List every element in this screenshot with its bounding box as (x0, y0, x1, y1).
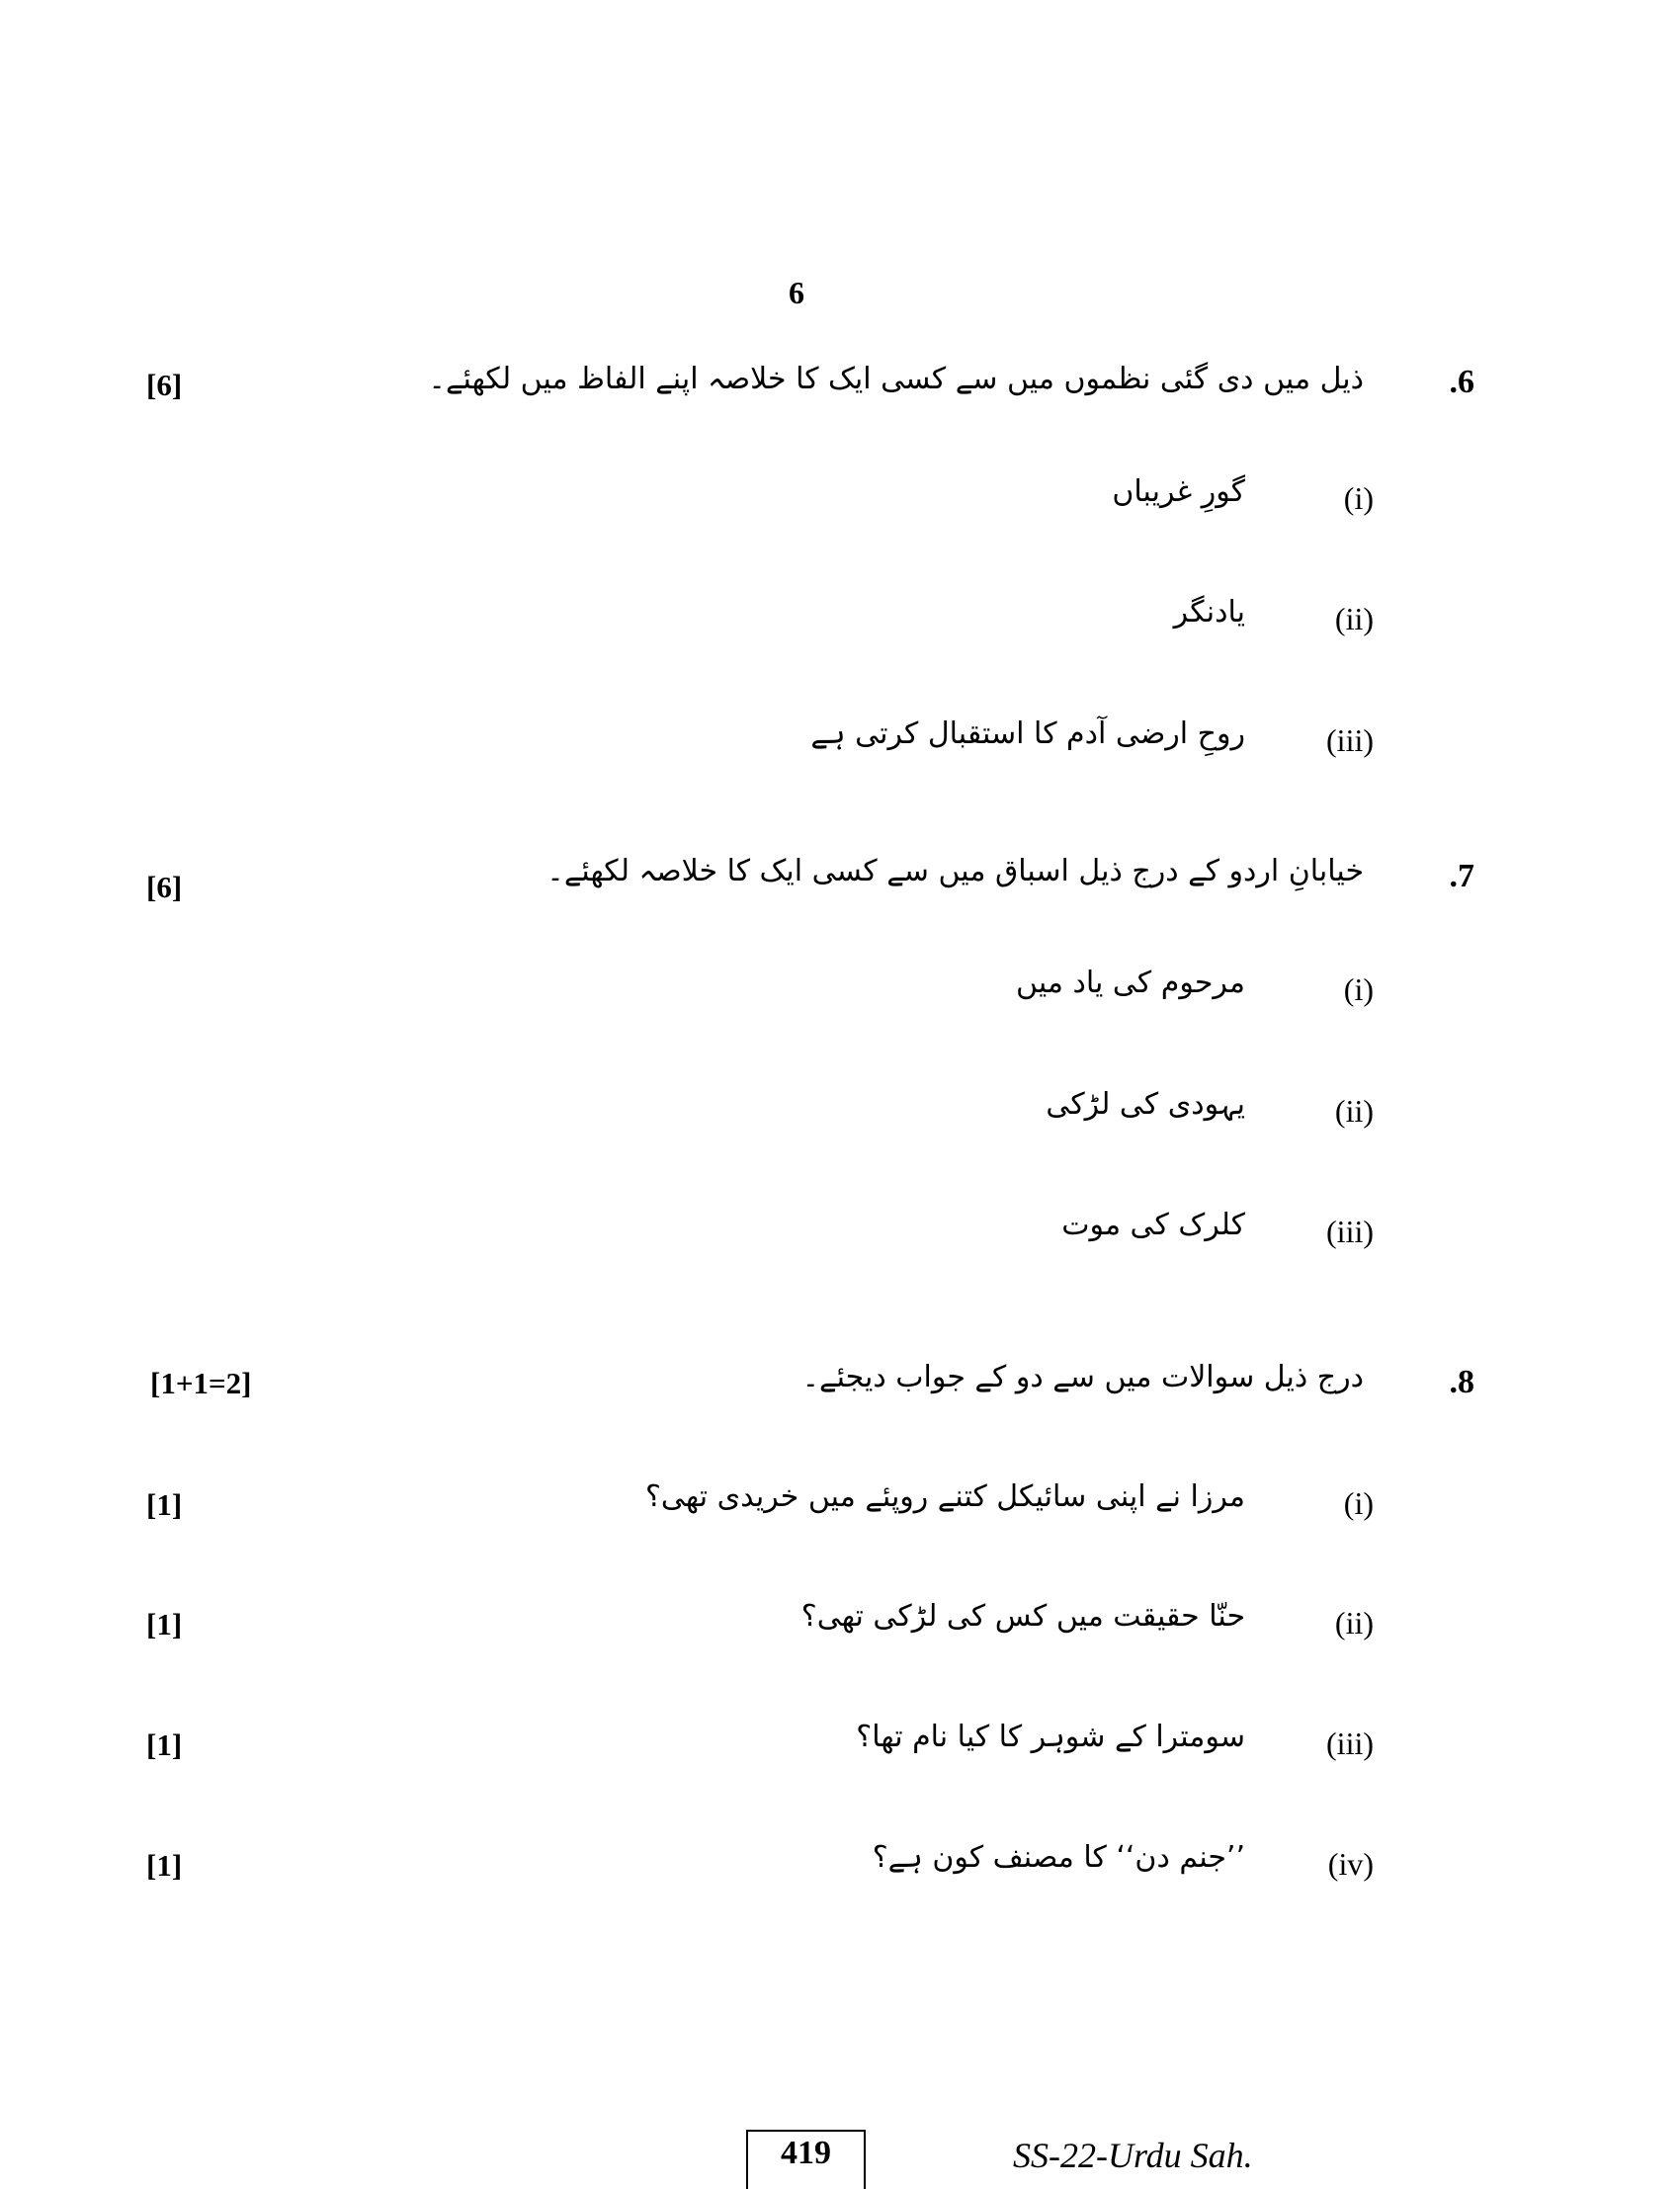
option-label: (i) (1343, 971, 1374, 1007)
option-marks: [1] (146, 1848, 183, 1883)
option-label: (ii) (1334, 1605, 1374, 1641)
option-marks: [1] (146, 1727, 183, 1762)
option-label: (i) (1343, 480, 1374, 516)
option-text: کلرک کی موت (1061, 1208, 1245, 1242)
option-label: (iii) (1326, 1214, 1374, 1249)
question-number: .8 (1449, 1364, 1474, 1400)
option-label: (i) (1343, 1485, 1374, 1521)
option-label: (iv) (1327, 1846, 1374, 1882)
question-text: درج ذیل سوالات میں سے دو کے جواب دیجئے۔ (801, 1360, 1364, 1394)
option-label: (iii) (1326, 722, 1374, 758)
question-marks: [6] (146, 368, 183, 402)
page-number: 6 (789, 275, 804, 310)
question-text: ذیل میں دی گئی نظموں میں سے کسی ایک کا خلاصہ اپنے الفاظ میں لکھئے۔ (428, 362, 1364, 396)
option-marks: [1] (146, 1607, 183, 1642)
option-text: یادنگر (1173, 595, 1245, 630)
question-number: .6 (1449, 364, 1474, 400)
question-marks: [6] (146, 870, 183, 904)
option-text: ’’جنم دن‘‘ کا مصنف کون ہے؟ (872, 1840, 1245, 1875)
question-marks: [1+1=2] (150, 1366, 252, 1400)
option-marks: [1] (146, 1487, 183, 1522)
option-label: (ii) (1334, 601, 1374, 636)
footer-subject-code: SS-22-Urdu Sah. (1013, 2136, 1253, 2175)
footer-page-code: 419 (746, 2130, 866, 2189)
option-text: روحِ ارضی آدم کا استقبال کرتی ہے (810, 716, 1245, 751)
question-text: خیابانِ اردو کے درج ذیل اسباق میں سے کسی ایک کا خلاصہ لکھئے۔ (546, 854, 1364, 888)
question-number: .7 (1449, 858, 1474, 894)
option-label: (iii) (1326, 1726, 1374, 1761)
option-text: مرزا نے اپنی سائیکل کتنے روپئے میں خریدی تھی؟ (644, 1479, 1245, 1514)
option-label: (ii) (1334, 1093, 1374, 1129)
option-text: یہودی کی لڑکی (1046, 1087, 1245, 1122)
option-text: گورِ غریباں (1112, 474, 1245, 509)
option-text: مرحوم کی یاد میں (1016, 966, 1245, 1000)
option-text: حنّا حقیقت میں کس کی لڑکی تھی؟ (800, 1599, 1245, 1634)
option-text: سومترا کے شوہر کا کیا نام تھا؟ (856, 1720, 1245, 1754)
